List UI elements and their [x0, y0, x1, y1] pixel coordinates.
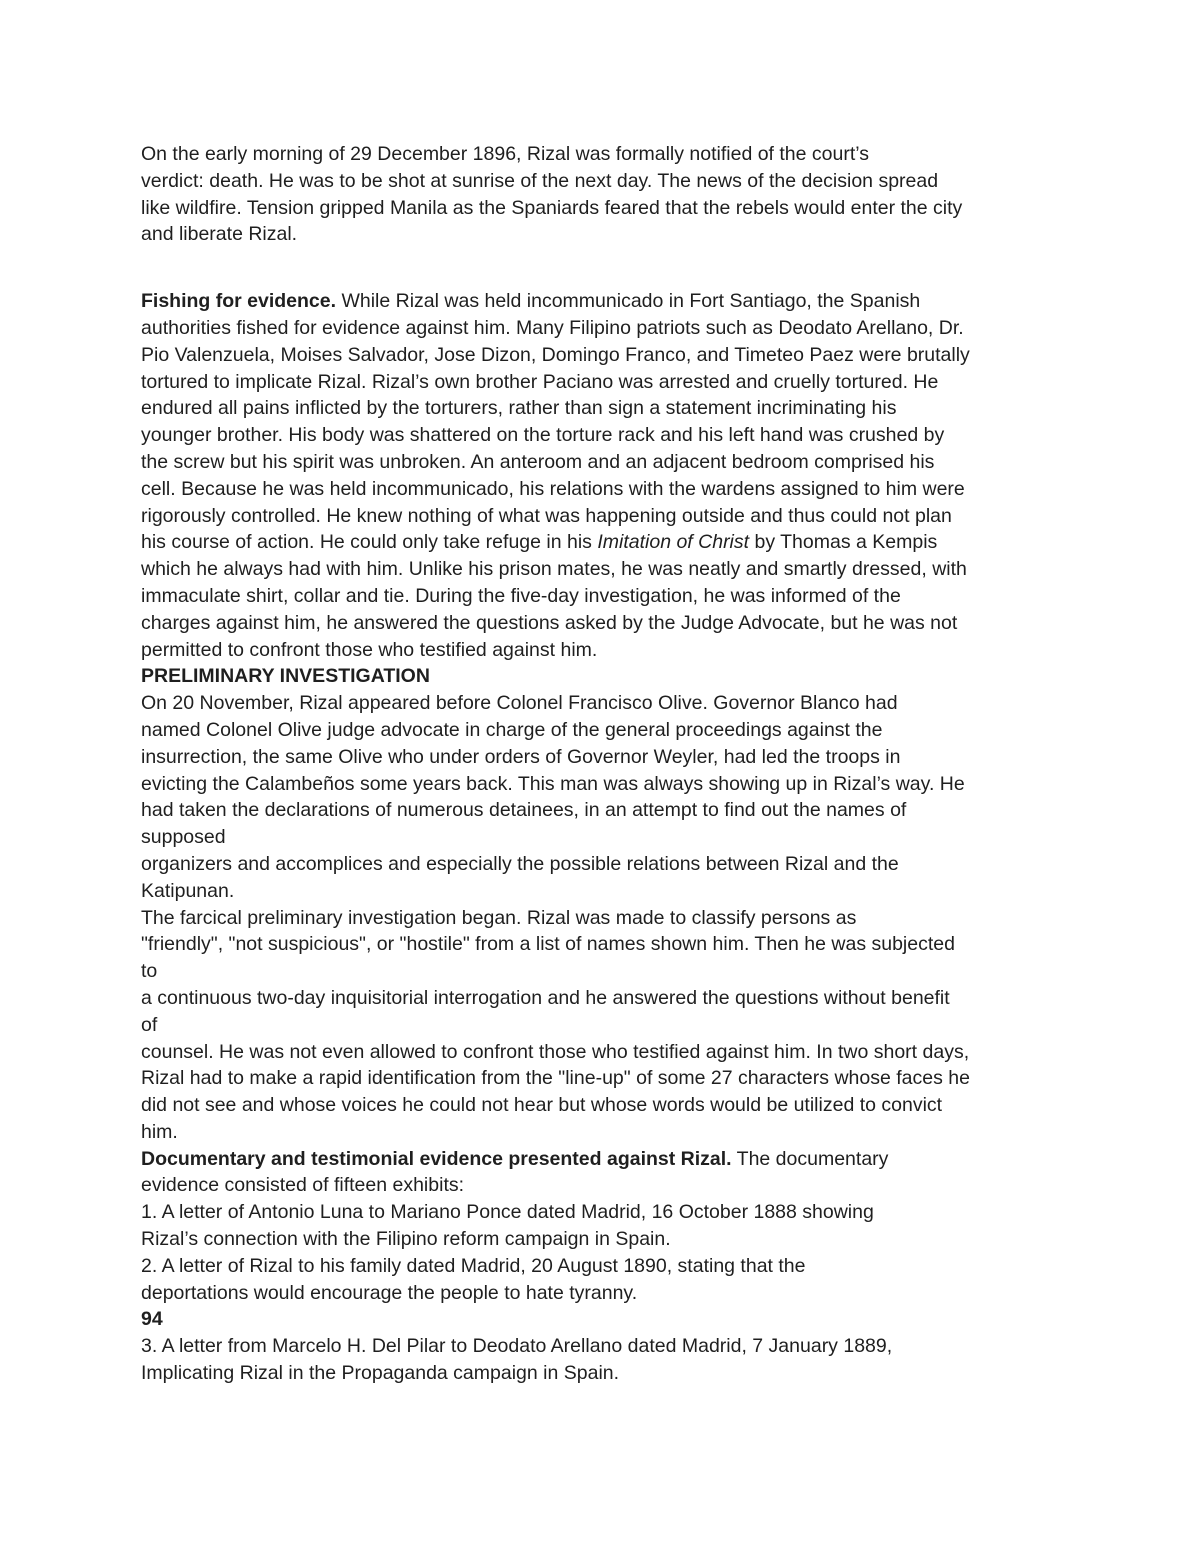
- text-run: While Rizal was held incommunicado in Fort Santiago, the Spanish: [336, 290, 921, 313]
- text-line: insurrection, the same Olive who under orders of Governor Weyler, had led the troops in: [141, 745, 901, 768]
- text-line: On the early morning of 29 December 1896, Rizal was formally notified of the court’s: [141, 143, 869, 165]
- text-line: and liberate Rizal.: [141, 223, 298, 246]
- text-line: Rizal had to make a rapid identification from the "line-up" of some 27 characters whose faces he: [141, 1067, 970, 1090]
- text-line: immaculate shirt, collar and tie. During the five-day investigation, he was informed of the: [141, 584, 901, 607]
- section-heading-documentary-evidence: Documentary and testimonial evidence presented against Rizal.: [141, 1147, 732, 1170]
- text-line: rigorously controlled. He knew nothing of what was happening outside and thus could not plan: [141, 504, 952, 527]
- book-title: Imitation of Christ: [597, 531, 750, 554]
- text-line: [141, 529, 1071, 556]
- text-line: [141, 288, 1071, 315]
- text-line: a continuous two-day inquisitorial interrogation and he answered the questions without benefit: [141, 986, 950, 1009]
- text-line: verdict: death. He was to be shot at sunrise of the next day. The news of the decision spread: [141, 169, 939, 192]
- document-page: [141, 141, 1071, 1387]
- text-run: by Thomas a Kempis: [749, 531, 938, 554]
- text-line: younger brother. His body was shattered on the torture rack and his left hand was crushed by: [141, 424, 945, 447]
- text-line: "friendly", "not suspicious", or "hostile" from a list of names shown him. Then he was subjected: [141, 933, 955, 956]
- section-heading-preliminary-investigation: PRELIMINARY INVESTIGATION: [141, 665, 430, 688]
- text-line: endured all pains inflicted by the torturers, rather than sign a statement incriminating his: [141, 397, 897, 420]
- list-item: 1. A letter of Antonio Luna to Mariano Ponce dated Madrid, 16 October 1888 showing: [141, 1201, 874, 1224]
- text-line: tortured to implicate Rizal. Rizal’s own brother Paciano was arrested and cruelly tortured. He: [141, 370, 939, 393]
- text-line: Katipunan.: [141, 879, 235, 902]
- text-line: which he always had with him. Unlike his prison mates, he was neatly and smartly dressed, with: [141, 558, 967, 581]
- paragraph-spacer: [141, 248, 1071, 288]
- text-line: counsel. He was not even allowed to confront those who testified against him. In two short days,: [141, 1040, 970, 1063]
- text-run: his course of action. He could only take refuge in his: [141, 531, 598, 554]
- paragraph-fishing-for-evidence: [141, 288, 1071, 663]
- text-line: authorities fished for evidence against him. Many Filipino patriots such as Deodato Arellano, Dr.: [141, 316, 964, 339]
- paragraph-verdict: [141, 141, 1071, 248]
- text-line: evidence consisted of fifteen exhibits:: [141, 1174, 465, 1197]
- paragraph-preliminary-investigation: [141, 690, 1071, 1146]
- text-line: cell. Because he was held incommunicado, his relations with the wardens assigned to him were: [141, 477, 965, 500]
- text-line: Rizal’s connection with the Filipino reform campaign in Spain.: [141, 1228, 671, 1251]
- text-line: The farcical preliminary investigation began. Rizal was made to classify persons as: [141, 906, 857, 929]
- text-line: Pio Valenzuela, Moises Salvador, Jose Dizon, Domingo Franco, and Timeteo Paez were brutally: [141, 343, 970, 366]
- text-line: evicting the Calambeños some years back. This man was always showing up in Rizal’s way. He: [141, 772, 965, 795]
- list-item: 3. A letter from Marcelo H. Del Pilar to Deodato Arellano dated Madrid, 7 January 1889,: [141, 1335, 893, 1358]
- text-line: [141, 1146, 1071, 1173]
- text-line: permitted to confront those who testified against him.: [141, 638, 598, 661]
- text-line: On 20 November, Rizal appeared before Colonel Francisco Olive. Governor Blanco had: [141, 692, 898, 715]
- text-line: like wildfire. Tension gripped Manila as the Spaniards feared that the rebels would enter the city: [141, 196, 963, 219]
- section-heading-fishing: Fishing for evidence.: [141, 290, 337, 313]
- text-line: had taken the declarations of numerous detainees, in an attempt to find out the names of: [141, 799, 907, 822]
- text-run: The documentary: [731, 1147, 889, 1170]
- paragraph-documentary-evidence: [141, 1146, 1071, 1387]
- text-line: named Colonel Olive judge advocate in charge of the general proceedings against the: [141, 718, 883, 741]
- text-line: of: [141, 1013, 158, 1036]
- text-line: supposed: [141, 826, 226, 849]
- text-line: charges against him, he answered the questions asked by the Judge Advocate, but he was not: [141, 611, 958, 634]
- text-line: did not see and whose voices he could not hear but whose words would be utilized to convict: [141, 1094, 943, 1117]
- text-line: the screw but his spirit was unbroken. An anteroom and an adjacent bedroom comprised his: [141, 450, 935, 473]
- text-line: organizers and accomplices and especially the possible relations between Rizal and the: [141, 852, 899, 875]
- text-line: Implicating Rizal in the Propaganda campaign in Spain.: [141, 1362, 620, 1385]
- text-line: him.: [141, 1120, 178, 1143]
- text-line: to: [141, 960, 158, 983]
- text-line: deportations would encourage the people to hate tyranny.: [141, 1281, 638, 1304]
- page-number: 94: [141, 1308, 163, 1331]
- list-item: 2. A letter of Rizal to his family dated Madrid, 20 August 1890, stating that the: [141, 1254, 806, 1277]
